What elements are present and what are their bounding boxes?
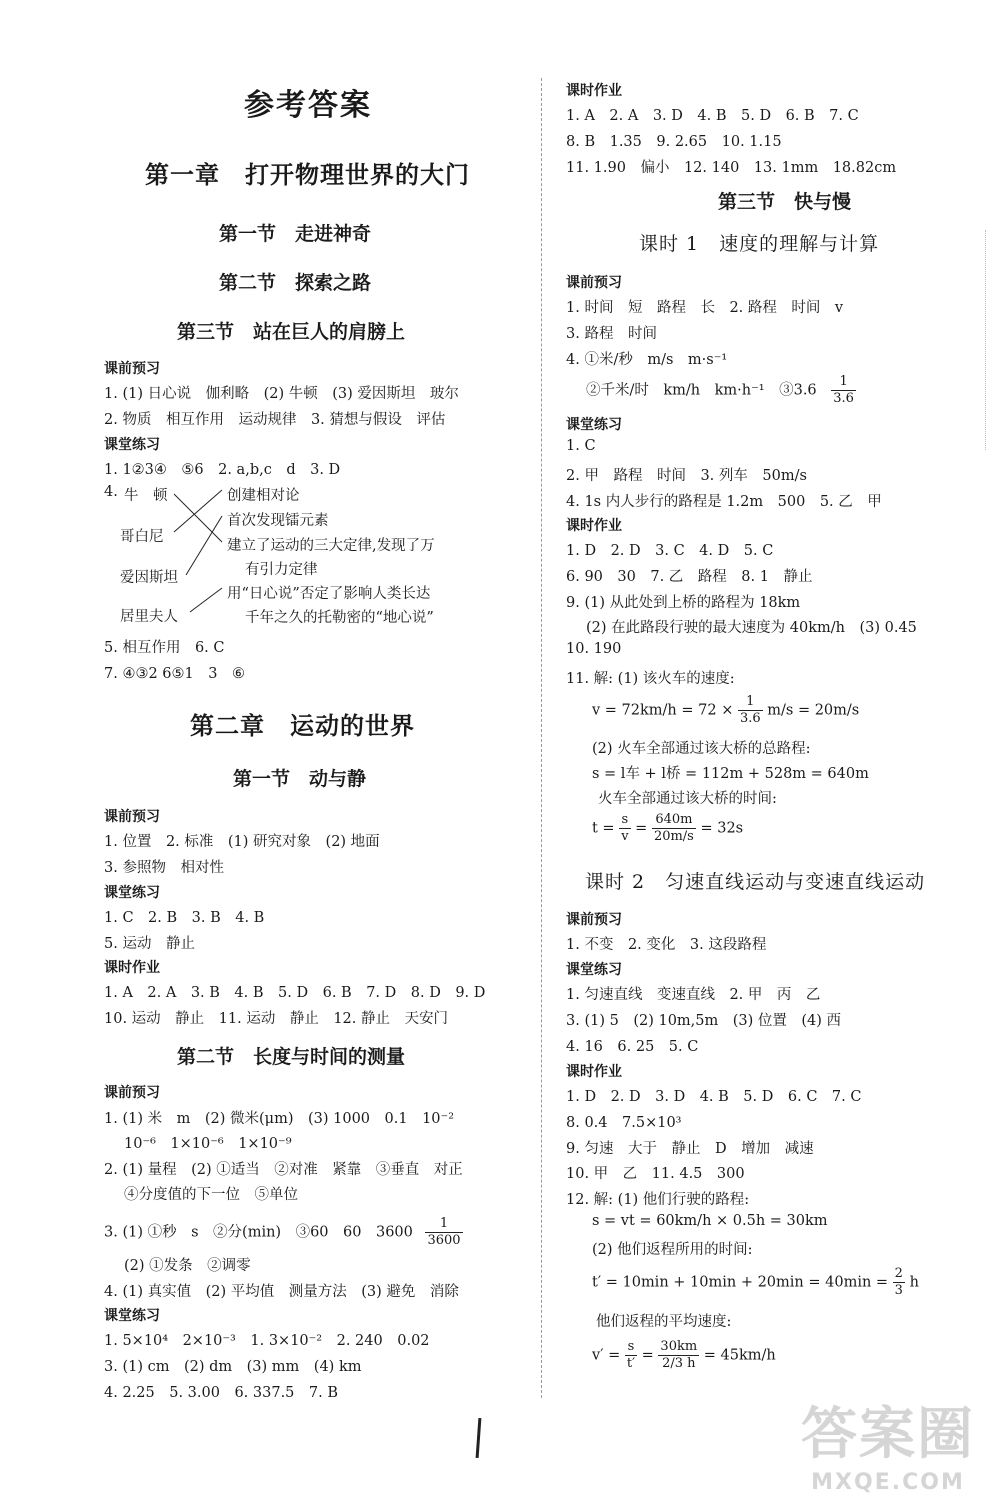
section-2-2-title: 第二节 长度与时间的测量 bbox=[177, 1046, 406, 1068]
formula-line bbox=[592, 694, 859, 727]
answer-line: 1. 不变 2. 变化 3. 这段路程 bbox=[566, 937, 767, 953]
fraction bbox=[893, 1266, 905, 1299]
fraction-denominator: v bbox=[621, 829, 629, 844]
formula-text: t = bbox=[592, 820, 615, 837]
formula-text: = 32s bbox=[700, 820, 744, 837]
answer-line: 3. 路程 时间 bbox=[566, 326, 657, 342]
answer-line: 2. 甲 路程 时间 3. 列车 50m/s bbox=[566, 468, 807, 484]
label-preview: 课前预习 bbox=[104, 809, 160, 825]
answer-line: (2) 他们返程所用的时间: bbox=[592, 1242, 753, 1258]
lesson-2-title: 课时 2 匀速直线运动与变速直线运动 bbox=[585, 871, 926, 893]
lesson-1-title: 课时 1 速度的理解与计算 bbox=[639, 233, 880, 255]
page-number-mark bbox=[476, 1418, 482, 1458]
answer-line: ④分度值的下一位 ⑤单位 bbox=[124, 1187, 298, 1203]
matching-right-item-cont: 有引力定律 bbox=[245, 562, 318, 578]
label-homework: 课时作业 bbox=[566, 83, 622, 99]
answer-line: 他们返程的平均速度: bbox=[596, 1314, 732, 1330]
matching-right-item: 首次发现镭元素 bbox=[227, 513, 329, 529]
answer-line: 11. 1.90 偏小 12. 140 13. 1mm 18.82cm bbox=[566, 160, 897, 176]
label-classwork: 课堂练习 bbox=[104, 437, 160, 453]
formula-text: v′ = bbox=[592, 1347, 621, 1364]
match-line bbox=[186, 516, 222, 575]
answer-line bbox=[104, 1216, 463, 1249]
match-line bbox=[174, 490, 222, 532]
answer-line: 8. B 1.35 9. 2.65 10. 1.15 bbox=[566, 134, 782, 150]
answer-line: 10⁻⁶ 1×10⁻⁶ 1×10⁻⁹ bbox=[124, 1136, 292, 1152]
answer-line: 11. 解: (1) 该火车的速度: bbox=[566, 671, 735, 687]
label-preview: 课前预习 bbox=[104, 361, 160, 377]
answer-line: 3. 参照物 相对性 bbox=[104, 860, 224, 876]
label-preview: 课前预习 bbox=[104, 1085, 160, 1101]
label-classwork: 课堂练习 bbox=[566, 417, 622, 433]
label-homework: 课时作业 bbox=[566, 1064, 622, 1080]
answer-line: 9. (1) 从此处到上桥的路程为 18km bbox=[566, 595, 801, 611]
formula-text: v = 72km/h = 72 × bbox=[592, 702, 734, 719]
fraction-numerator: s bbox=[619, 812, 630, 829]
answer-text: 3. (1) ①秒 s ②分(min) ③60 60 3600 bbox=[104, 1224, 413, 1241]
answer-line bbox=[586, 374, 856, 407]
answer-line: (2) 火车全部通过该大桥的总路程: bbox=[592, 741, 811, 757]
matching-left-item: 哥白尼 bbox=[120, 529, 164, 545]
answer-line: 1. 5×10⁴ 2×10⁻³ 1. 3×10⁻² 2. 240 0.02 bbox=[104, 1333, 430, 1349]
answer-line: 1. 时间 短 路程 长 2. 路程 时间 v bbox=[566, 300, 844, 316]
matching-left-item: 爱因斯坦 bbox=[120, 570, 178, 586]
label-classwork: 课堂练习 bbox=[566, 962, 622, 978]
answer-line: 2. 物质 相互作用 运动规律 3. 猜想与假设 评估 bbox=[104, 412, 446, 428]
fraction bbox=[831, 374, 856, 407]
answer-line: 1. A 2. A 3. B 4. B 5. D 6. B 7. D 8. D 9. D bbox=[104, 985, 486, 1001]
answer-line: 1. C 2. B 3. B 4. B bbox=[104, 910, 265, 926]
answer-line: 火车全部通过该大桥的时间: bbox=[598, 791, 777, 807]
match-line bbox=[174, 494, 222, 542]
label-classwork: 课堂练习 bbox=[104, 1308, 160, 1324]
answer-line: 1. A 2. A 3. D 4. B 5. D 6. B 7. C bbox=[566, 108, 859, 124]
formula-text: h bbox=[909, 1274, 919, 1291]
answer-line: 1. D 2. D 3. D 4. B 5. D 6. C 7. C bbox=[566, 1089, 862, 1105]
fraction-numerator: 1 bbox=[738, 694, 763, 711]
answer-line: 3. (1) 5 (2) 10m,5m (3) 位置 (4) 西 bbox=[566, 1013, 842, 1029]
fraction-denominator: 2/3 h bbox=[662, 1356, 696, 1371]
fraction-numerator: 1 bbox=[425, 1216, 462, 1233]
formula-text: = bbox=[641, 1347, 654, 1364]
answer-line: 4. (1) 真实值 (2) 平均值 测量方法 (3) 避免 消除 bbox=[104, 1284, 459, 1300]
answer-line: 8. 0.4 7.5×10³ bbox=[566, 1115, 682, 1131]
fraction bbox=[425, 1216, 462, 1249]
fraction-denominator: t′ bbox=[626, 1356, 636, 1371]
formula-line: s = vt = 60km/h × 0.5h = 30km bbox=[592, 1213, 828, 1229]
formula-text: m/s = 20m/s bbox=[767, 702, 860, 719]
answer-line: 10. 运动 静止 11. 运动 静止 12. 静止 天安门 bbox=[104, 1011, 449, 1027]
label-preview: 课前预习 bbox=[566, 275, 622, 291]
answer-line: 4. 2.25 5. 3.00 6. 337.5 7. B bbox=[104, 1385, 339, 1401]
formula-line bbox=[592, 1339, 776, 1372]
column-divider bbox=[541, 78, 542, 1398]
fraction-numerator: 2 bbox=[894, 1266, 903, 1281]
section-1-1-title: 第一节 走进神奇 bbox=[219, 223, 372, 245]
page-title: 参考答案 bbox=[244, 88, 372, 123]
section-2-1-title: 第一节 动与静 bbox=[233, 768, 367, 790]
chapter-1-title: 第一章 打开物理世界的大门 bbox=[145, 161, 470, 189]
answer-line: 1. 1②3④ ⑤6 2. a,b,c d 3. D bbox=[104, 462, 341, 478]
answer-line: 1. 匀速直线 变速直线 2. 甲 丙 乙 bbox=[566, 987, 821, 1003]
answer-line: 9. 匀速 大于 静止 D 增加 减速 bbox=[566, 1141, 814, 1157]
fraction bbox=[658, 1339, 699, 1372]
answer-line: 1. (1) 日心说 伽利略 (2) 牛顿 (3) 爱因斯坦 玻尔 bbox=[104, 386, 459, 402]
matching-right-item: 创建相对论 bbox=[227, 488, 300, 504]
section-1-2-title: 第二节 探索之路 bbox=[219, 272, 372, 294]
answer-line: 7. ④③2 6⑤1 3 ⑥ bbox=[104, 666, 245, 682]
watermark-logo: 答案圈 bbox=[801, 1402, 975, 1467]
fraction bbox=[652, 812, 696, 845]
fraction bbox=[625, 1339, 637, 1372]
label-homework: 课时作业 bbox=[566, 518, 622, 534]
fraction-denominator: 3.6 bbox=[739, 711, 761, 726]
fraction-denominator: 20m/s bbox=[653, 829, 694, 844]
label-preview: 课前预习 bbox=[566, 912, 622, 928]
formula-line bbox=[592, 812, 743, 845]
answer-text: ②千米/时 km/h km·h⁻¹ ③3.6 bbox=[586, 382, 817, 399]
answer-line: 2. (1) 量程 (2) ①适当 ②对准 紧靠 ③垂直 对正 bbox=[104, 1162, 463, 1178]
answer-line: 10. 190 bbox=[566, 641, 622, 657]
formula-line: s = l车 + l桥 = 112m + 528m = 640m bbox=[592, 766, 869, 782]
answer-line: 4. ①米/秒 m/s m·s⁻¹ bbox=[566, 352, 728, 368]
answer-line: 1. C bbox=[566, 438, 596, 454]
fraction-numerator: 1 bbox=[831, 374, 856, 391]
answer-line: 4. 16 6. 25 5. C bbox=[566, 1039, 699, 1055]
watermark-url: MXQE.COM bbox=[811, 1470, 965, 1495]
formula-line bbox=[592, 1266, 919, 1299]
label-homework: 课时作业 bbox=[104, 960, 160, 976]
section-1-3-title: 第三节 站在巨人的肩膀上 bbox=[177, 321, 406, 343]
formula-text: = bbox=[635, 820, 648, 837]
formula-text: = 45km/h bbox=[703, 1347, 776, 1364]
answer-line: 3. (1) cm (2) dm (3) mm (4) km bbox=[104, 1359, 362, 1375]
answer-line: (2) 在此路段行驶的最大速度为 40km/h (3) 0.45 bbox=[586, 620, 917, 636]
label-classwork: 课堂练习 bbox=[104, 885, 160, 901]
matching-right-item-cont: 千年之久的托勒密的“地心说” bbox=[245, 610, 434, 626]
section-2-3-title: 第三节 快与慢 bbox=[718, 191, 852, 213]
fraction-denominator: 3 bbox=[894, 1283, 903, 1298]
answer-line: 12. 解: (1) 他们行驶的路程: bbox=[566, 1192, 750, 1208]
fraction bbox=[738, 694, 763, 727]
match-line bbox=[190, 588, 222, 612]
answer-line: 10. 甲 乙 11. 4.5 300 bbox=[566, 1166, 745, 1182]
fraction-numerator: 30km bbox=[660, 1339, 698, 1354]
fraction-denominator: 3600 bbox=[427, 1233, 461, 1248]
answer-line: 4. 1s 内人步行的路程是 1.2m 500 5. 乙 甲 bbox=[566, 494, 882, 510]
chapter-2-title: 第二章 运动的世界 bbox=[190, 712, 415, 740]
answer-line: 5. 运动 静止 bbox=[104, 936, 195, 952]
matching-left-item: 牛 顿 bbox=[124, 488, 168, 504]
answer-line: 1. 位置 2. 标准 (1) 研究对象 (2) 地面 bbox=[104, 834, 380, 850]
answer-line: 1. D 2. D 3. C 4. D 5. C bbox=[566, 543, 774, 559]
fraction-denominator: 3.6 bbox=[833, 391, 854, 406]
answer-line: 1. (1) 米 m (2) 微米(μm) (3) 1000 0.1 10⁻² bbox=[104, 1111, 455, 1127]
matching-question-number: 4. bbox=[104, 484, 118, 500]
answer-line: 6. 90 30 7. 乙 路程 8. 1 静止 bbox=[566, 569, 813, 585]
matching-right-item: 建立了运动的三大定律,发现了万 bbox=[227, 538, 435, 554]
matching-left-item: 居里夫人 bbox=[120, 609, 178, 625]
page-edge-mark bbox=[985, 230, 986, 450]
watermark bbox=[801, 1390, 975, 1495]
matching-right-item: 用“日心说”否定了影响人类长达 bbox=[227, 586, 431, 602]
answer-line: (2) ①发条 ②调零 bbox=[124, 1258, 251, 1274]
fraction-numerator: s bbox=[625, 1339, 637, 1356]
matching-lines bbox=[170, 480, 230, 620]
answer-line: 5. 相互作用 6. C bbox=[104, 640, 225, 656]
fraction-numerator: 640m bbox=[652, 812, 696, 829]
formula-text: t′ = 10min + 10min + 20min = 40min = bbox=[592, 1274, 889, 1291]
fraction bbox=[619, 812, 630, 845]
